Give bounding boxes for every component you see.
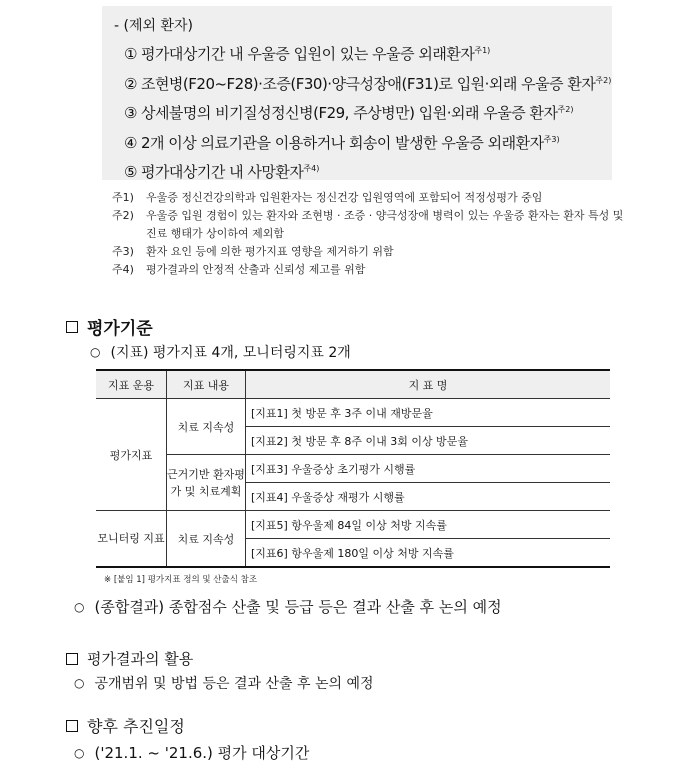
footnote-text: 환자 요인 등에 의한 평가지표 영향을 제거하기 위함 — [146, 245, 394, 258]
table-row — [96, 511, 610, 539]
exclusion-item-text: 2개 이상 의료기관을 이용하거나 회송이 발생한 우울증 외래환자 — [140, 133, 544, 152]
bullet-disclosure — [74, 673, 374, 693]
column-header: 지표 내용 — [167, 370, 246, 399]
bullet-text: (지표) 평가지표 4개, 모니터링지표 2개 — [110, 345, 351, 361]
footnote — [112, 207, 632, 243]
group-cell: 평가지표 — [96, 399, 167, 511]
section-heading-schedule — [66, 714, 185, 737]
exclusion-item — [114, 38, 612, 68]
bullet-text: 공개범위 및 방법 등은 결과 산출 후 논의 예정 — [94, 676, 374, 692]
checkbox-square-icon — [66, 720, 78, 732]
section-title: 향후 추진일정 — [87, 717, 185, 736]
section-title: 평가기준 — [87, 319, 153, 339]
checkbox-square-icon — [66, 321, 78, 333]
exclusion-item-number: ⑤ — [124, 163, 137, 181]
exclusion-title: - (제외 환자) — [114, 18, 193, 34]
exclusion-item — [114, 127, 612, 157]
exclusion-item-note: 주2) — [595, 75, 612, 85]
content-cell: 치료 지속성 — [167, 511, 246, 568]
footnote — [112, 189, 632, 207]
exclusion-criteria-box — [102, 6, 612, 180]
exclusion-item-note: 주3) — [543, 134, 560, 144]
footnote-mark: 주3) — [112, 245, 134, 258]
circle-bullet-icon: ○ — [90, 345, 101, 359]
exclusion-item-note: 주2) — [557, 105, 574, 114]
exclusion-item-note: 주4) — [303, 164, 320, 173]
circle-bullet-icon: ○ — [74, 676, 85, 690]
exclusion-item-number: ② — [124, 74, 137, 93]
group-cell: 모니터링 지표 — [96, 511, 167, 568]
exclusion-item — [114, 68, 612, 98]
table-row — [96, 399, 610, 427]
indicator-cell: [지표2] 첫 방문 후 8주 이내 3회 이상 방문율 — [246, 427, 611, 455]
indicator-cell: [지표6] 항우울제 180일 이상 처방 지속률 — [246, 539, 611, 568]
section-title: 평가결과의 활용 — [87, 650, 194, 668]
section-heading-usage — [66, 648, 193, 669]
exclusion-item-text: 상세불명의 비기질성정신병(F29, 주상병만) 입원·외래 우울증 환자 — [140, 104, 558, 122]
circle-bullet-icon: ○ — [74, 599, 85, 614]
indicator-cell: [지표5] 항우울제 84일 이상 처방 지속률 — [246, 511, 611, 539]
bullet-indicators — [90, 342, 351, 362]
exclusion-item — [114, 97, 612, 127]
exclusion-item-text: 조현병(F20~F28)·조증(F30)·양극성장애(F31)로 입원·외래 우울증 환자 — [140, 74, 596, 93]
footnotes — [112, 189, 632, 279]
bullet-text: (종합결과) 종합점수 산출 및 등급 등은 결과 산출 후 논의 예정 — [94, 598, 502, 616]
content-cell: 치료 지속성 — [167, 399, 246, 455]
table-header-row — [96, 370, 610, 399]
exclusion-item-text: 평가대상기간 내 우울증 입원이 있는 우울증 외래환자 — [140, 45, 475, 63]
exclusion-item-number: ① — [124, 45, 137, 63]
table-footnote: ※ [붙임 1] 평가지표 정의 및 산출식 참조 — [104, 575, 258, 585]
indicator-cell: [지표4] 우울증상 재평가 시행률 — [246, 483, 611, 511]
footnote-text: 우울증 입원 경험이 있는 환자와 조현병 · 조증 · 양극성장애 병력이 있는 우울증 환자는 환자 특성 및 진료 행태가 상이하여 제외함 — [146, 209, 624, 240]
bullet-text: ('21.1. ~ '21.6.) 평가 대상기간 — [94, 744, 310, 762]
footnote-mark: 주2) — [112, 209, 134, 222]
footnote — [112, 243, 632, 261]
content-cell: 근거기반 환자평가 및 치료계획 — [167, 455, 246, 511]
footnote-text: 우울증 정신건강의학과 입원환자는 정신건강 입원영역에 포함되어 적정성평가 중임 — [146, 191, 543, 204]
exclusion-item-number: ④ — [124, 133, 137, 152]
bullet-period — [74, 742, 309, 763]
indicator-cell: [지표1] 첫 방문 후 3주 이내 재방문율 — [246, 399, 611, 427]
footnote — [112, 261, 632, 279]
exclusion-item-number: ③ — [124, 104, 137, 122]
indicator-cell: [지표3] 우울증상 초기평가 시행률 — [246, 455, 611, 483]
section-heading-criteria — [66, 314, 153, 339]
checkbox-square-icon — [66, 653, 78, 665]
exclusion-item — [114, 156, 612, 186]
bullet-composite — [74, 596, 502, 617]
exclusion-item-note: 주1) — [474, 46, 491, 55]
indicators-table — [96, 369, 610, 585]
column-header: 지표 운용 — [96, 370, 167, 399]
column-header: 지 표 명 — [246, 370, 611, 399]
exclusion-item-text: 평가대상기간 내 사망환자 — [140, 163, 304, 181]
footnote-mark: 주4) — [112, 263, 134, 276]
circle-bullet-icon: ○ — [74, 745, 85, 760]
footnote-mark: 주1) — [112, 191, 134, 204]
footnote-text: 평가결과의 안정적 산출과 신뢰성 제고를 위함 — [146, 263, 366, 276]
table-row — [96, 455, 610, 483]
